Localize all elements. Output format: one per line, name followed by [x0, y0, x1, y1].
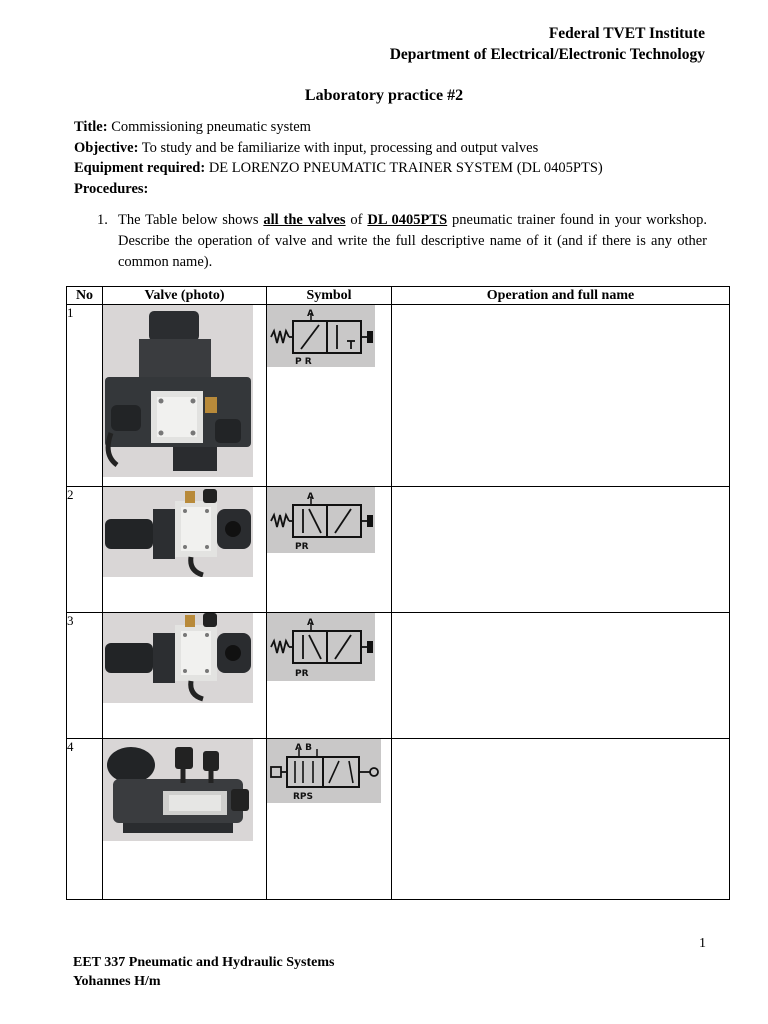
header-photo: Valve (photo) — [103, 287, 267, 305]
objective-label: Objective: — [74, 139, 139, 156]
valve-symbol-cell — [267, 487, 392, 613]
lab-meta — [74, 117, 714, 199]
valve-symbol — [267, 487, 375, 553]
operation-cell[interactable] — [392, 739, 730, 900]
page-number: 1 — [699, 936, 706, 951]
equipment-label: Equipment required: — [74, 160, 206, 176]
table-row — [67, 487, 730, 613]
symbol-port-label-top: A B — [295, 743, 312, 753]
valve-photo-cell — [103, 305, 267, 487]
symbol-port-label-top: A — [307, 309, 314, 319]
valve-photo — [103, 613, 253, 703]
table-row — [67, 305, 730, 487]
header-symbol: Symbol — [267, 287, 392, 305]
objective-line — [74, 138, 714, 159]
valve-photo — [103, 487, 253, 577]
symbol-port-label-top: A — [307, 492, 314, 502]
valve-photo-cell — [103, 739, 267, 900]
author-name: Yohannes H/m — [73, 974, 161, 989]
header-operation: Operation and full name — [392, 287, 730, 305]
symbol-port-label-bottom: PR — [295, 669, 309, 679]
table-row — [67, 739, 730, 900]
department-name: Department of Electrical/Electronic Technology — [389, 46, 705, 63]
table-row — [67, 613, 730, 739]
operation-cell[interactable] — [392, 487, 730, 613]
equipment-line — [74, 158, 714, 179]
valve-symbol-cell — [267, 613, 392, 739]
title-value: Commissioning pneumatic system — [107, 119, 311, 135]
table-header-row — [67, 287, 730, 305]
procedures-line — [74, 179, 714, 200]
valve-photo — [103, 739, 253, 841]
equipment-value: DE LORENZO PNEUMATIC TRAINER SYSTEM (DL 0405PTS) — [205, 160, 603, 176]
lab-title: Laboratory practice #2 — [304, 87, 464, 104]
operation-cell[interactable] — [392, 613, 730, 739]
row-number: 3 — [67, 613, 103, 739]
procedure-text-b: of — [345, 212, 368, 228]
valve-photo-cell — [103, 487, 267, 613]
procedure-text-c: pneumatic trainer found in your workshop. Describe the operation of valve and write the full descriptive name of it (and if there is any other common name). — [118, 212, 707, 270]
emphasis-trainer-model: DL 0405PTS — [367, 212, 448, 228]
document-footer — [73, 953, 335, 991]
emphasis-all-valves: all the valves — [263, 212, 346, 228]
valves-table — [66, 286, 730, 900]
objective-value: To study and be familiarize with input, processing and output valves — [138, 139, 539, 156]
procedure-text-a: The Table below shows — [118, 212, 264, 228]
institute-name: Federal TVET Institute — [548, 25, 705, 42]
row-number: 2 — [67, 487, 103, 613]
title-label: Title: — [74, 119, 108, 135]
symbol-port-label-bottom: P R — [295, 357, 312, 367]
procedure-text — [118, 210, 707, 273]
document-header — [390, 23, 705, 65]
symbol-port-label-bottom: RPS — [293, 792, 314, 802]
procedure-number: 1. — [97, 212, 108, 228]
valve-symbol-cell — [267, 739, 392, 900]
valve-symbol — [267, 613, 375, 681]
row-number: 1 — [67, 305, 103, 487]
header-no: No — [67, 287, 103, 305]
valve-symbol — [267, 739, 381, 803]
course-name: EET 337 Pneumatic and Hydraulic Systems — [73, 955, 335, 970]
procedures-label: Procedures: — [74, 180, 149, 197]
symbol-port-label-top: A — [307, 618, 314, 628]
operation-cell[interactable] — [392, 305, 730, 487]
valve-symbol-cell — [267, 305, 392, 487]
procedure-item — [97, 210, 707, 273]
valve-symbol — [267, 305, 375, 367]
symbol-port-label-bottom: PR — [295, 542, 309, 552]
valve-photo-cell — [103, 613, 267, 739]
title-line — [74, 117, 714, 138]
row-number: 4 — [67, 739, 103, 900]
valve-photo — [103, 305, 253, 477]
